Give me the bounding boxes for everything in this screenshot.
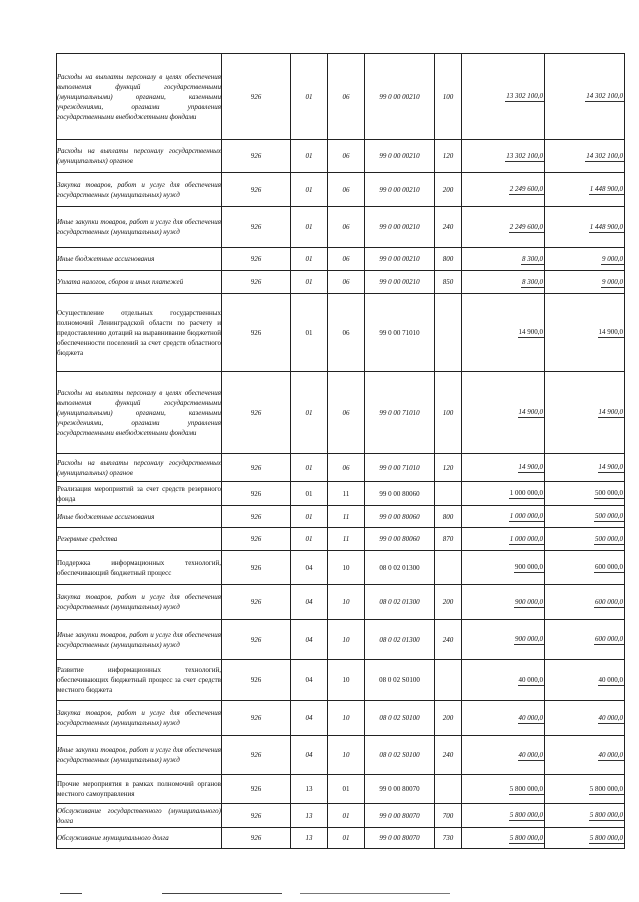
ved-code: 926 [222, 551, 291, 585]
subsection-code: 01 [328, 775, 365, 804]
amount-year-2 [545, 140, 625, 173]
amount-year-1 [462, 248, 545, 271]
amount-year-2 [545, 248, 625, 271]
section-code: 01 [291, 173, 328, 207]
amount-year-1 [462, 372, 545, 454]
table-row [57, 207, 625, 248]
amount-year-1-value: 14 900,0 [518, 463, 543, 471]
section-code: 13 [291, 828, 328, 849]
amount-year-1-value: 14 900,0 [518, 328, 543, 336]
expense-type-code: 120 [435, 140, 462, 173]
amount-year-1 [462, 660, 545, 701]
expense-type-code: 120 [435, 454, 462, 482]
expense-type-code: 800 [435, 506, 462, 528]
row-name [57, 828, 222, 849]
amount-year-2-value: 500 000,0 [595, 489, 623, 497]
row-name [57, 551, 222, 585]
amount-year-1 [462, 620, 545, 660]
section-code: 04 [291, 551, 328, 585]
table-row [57, 294, 625, 372]
table-row [57, 248, 625, 271]
row-name [57, 620, 222, 660]
row-name [57, 454, 222, 482]
amount-year-1-value: 900 000,0 [515, 597, 543, 606]
amount-year-2 [545, 372, 625, 454]
ved-code: 926 [222, 528, 291, 551]
amount-year-1-value: 40 000,0 [518, 750, 543, 759]
amount-year-2 [545, 271, 625, 294]
table-row [57, 701, 625, 736]
subsection-code: 11 [328, 506, 365, 528]
amount-year-1-value: 14 900,0 [518, 408, 543, 416]
amount-year-2 [545, 294, 625, 372]
section-code: 01 [291, 207, 328, 248]
section-code: 01 [291, 372, 328, 454]
amount-year-1-value: 1 000 000,0 [509, 489, 543, 497]
target-article-code: 08 0 02 01300 [365, 620, 435, 660]
row-name [57, 482, 222, 506]
table-row [57, 736, 625, 775]
amount-year-2-value: 40 000,0 [598, 750, 623, 759]
amount-year-1-value: 1 000 000,0 [509, 512, 543, 520]
expense-type-code: 200 [435, 173, 462, 207]
subsection-code: 10 [328, 585, 365, 620]
section-code: 01 [291, 271, 328, 294]
table-row [57, 551, 625, 585]
row-name [57, 271, 222, 294]
row-name [57, 54, 222, 140]
target-article-code: 99 0 00 00210 [365, 140, 435, 173]
row-name-text: Осуществление отдельных государственных полномочий Ленинградской области по расчету и предоставлению дотаций на выравнивание бюджетной обеспеченности поселений за счет средств областного бюджета [57, 308, 221, 357]
target-article-code: 08 0 02 S0100 [365, 736, 435, 775]
amount-year-2 [545, 775, 625, 804]
footer-rule-middle [162, 893, 282, 894]
ved-code: 926 [222, 294, 291, 372]
amount-year-2-value: 14 900,0 [598, 463, 623, 471]
expense-type-code: 240 [435, 207, 462, 248]
amount-year-1-value: 13 302 100,0 [506, 151, 543, 160]
target-article-code: 08 0 02 S0100 [365, 701, 435, 736]
amount-year-1-value: 5 800 000,0 [509, 833, 543, 842]
subsection-code: 10 [328, 660, 365, 701]
amount-year-2-value: 1 448 900,0 [589, 222, 623, 231]
amount-year-1 [462, 736, 545, 775]
subsection-code: 06 [328, 54, 365, 140]
amount-year-2 [545, 736, 625, 775]
amount-year-2 [545, 620, 625, 660]
ved-code: 926 [222, 701, 291, 736]
amount-year-2-value: 500 000,0 [595, 534, 623, 543]
row-name-text: Расходы на выплаты персоналу в целях обеспечения выполнения функций государственными (муниципальными) органами, казенными учреждениями, органами управления государственными внебюджетными фондами [57, 72, 221, 121]
amount-year-2-value: 600 000,0 [595, 635, 623, 643]
row-name-text: Прочие мероприятия в рамках полномочий органов местного самоуправления [57, 780, 221, 798]
amount-year-2 [545, 506, 625, 528]
subsection-code: 06 [328, 207, 365, 248]
table-row [57, 828, 625, 849]
amount-year-2-value: 500 000,0 [595, 512, 623, 520]
amount-year-1-value: 2 249 600,0 [509, 185, 543, 193]
table-row [57, 585, 625, 620]
row-name [57, 701, 222, 736]
row-name-text: Иные бюджетные ассигнования [57, 512, 155, 521]
ved-code: 926 [222, 660, 291, 701]
table-row [57, 506, 625, 528]
ved-code: 926 [222, 54, 291, 140]
expense-type-code [435, 294, 462, 372]
amount-year-1 [462, 454, 545, 482]
target-article-code: 99 0 00 00210 [365, 207, 435, 248]
subsection-code: 06 [328, 271, 365, 294]
expense-type-code: 100 [435, 54, 462, 140]
table-row [57, 372, 625, 454]
target-article-code: 08 0 02 01300 [365, 585, 435, 620]
amount-year-2-value: 14 900,0 [598, 408, 623, 416]
target-article-code: 99 0 00 80060 [365, 528, 435, 551]
subsection-code: 06 [328, 248, 365, 271]
expense-type-code [435, 775, 462, 804]
table-row [57, 140, 625, 173]
section-code: 04 [291, 620, 328, 660]
table-row [57, 271, 625, 294]
amount-year-2-value: 5 800 000,0 [589, 811, 623, 819]
amount-year-1 [462, 271, 545, 294]
subsection-code: 01 [328, 804, 365, 828]
amount-year-1 [462, 528, 545, 551]
amount-year-2 [545, 551, 625, 585]
amount-year-1 [462, 140, 545, 173]
subsection-code: 10 [328, 701, 365, 736]
amount-year-1-value: 40 000,0 [518, 675, 543, 684]
row-name-text: Расходы на выплаты персоналу государственных (муниципальных) органов [57, 458, 221, 477]
amount-year-2-value: 14 302 100,0 [586, 92, 623, 100]
expense-type-code: 200 [435, 585, 462, 620]
target-article-code: 99 0 00 00210 [365, 54, 435, 140]
amount-year-1-value: 8 300,0 [522, 254, 543, 263]
target-article-code: 99 0 00 00210 [365, 173, 435, 207]
section-code: 04 [291, 701, 328, 736]
subsection-code: 06 [328, 140, 365, 173]
amount-year-1-value: 900 000,0 [515, 563, 543, 571]
ved-code: 926 [222, 248, 291, 271]
ved-code: 926 [222, 828, 291, 849]
expense-type-code: 730 [435, 828, 462, 849]
section-code: 04 [291, 585, 328, 620]
expense-type-code [435, 551, 462, 585]
row-name-text: Иные бюджетные ассигнования [57, 255, 155, 263]
table-row [57, 528, 625, 551]
row-name-text: Уплата налогов, сборов и иных платежей [57, 278, 184, 286]
row-name [57, 294, 222, 372]
amount-year-2 [545, 173, 625, 207]
target-article-code: 08 0 02 01300 [365, 551, 435, 585]
expense-type-code: 240 [435, 620, 462, 660]
budget-table [56, 53, 625, 849]
ved-code: 926 [222, 207, 291, 248]
section-code: 04 [291, 660, 328, 701]
amount-year-1 [462, 551, 545, 585]
target-article-code: 99 0 00 80070 [365, 828, 435, 849]
target-article-code: 99 0 00 71010 [365, 372, 435, 454]
amount-year-2-value: 1 448 900,0 [589, 185, 623, 193]
table-row [57, 173, 625, 207]
budget-sheet [56, 53, 624, 849]
expense-type-code [435, 660, 462, 701]
amount-year-2-value: 14 900,0 [598, 328, 623, 336]
section-code: 01 [291, 528, 328, 551]
amount-year-2-value: 14 302 100,0 [586, 151, 623, 160]
amount-year-2 [545, 585, 625, 620]
amount-year-1-value: 13 302 100,0 [506, 92, 543, 100]
row-name-text: Иные закупки товаров, работ и услуг для обеспечения государственных (муниципальных) нужд [57, 630, 221, 649]
target-article-code: 99 0 00 80060 [365, 506, 435, 528]
row-name [57, 660, 222, 701]
amount-year-2-value: 600 000,0 [595, 597, 623, 606]
ved-code: 926 [222, 372, 291, 454]
section-code: 01 [291, 54, 328, 140]
ved-code: 926 [222, 482, 291, 506]
expense-type-code: 240 [435, 736, 462, 775]
row-name-text: Обслуживание государственного (муниципального) долга [57, 806, 221, 825]
subsection-code: 06 [328, 372, 365, 454]
amount-year-2 [545, 804, 625, 828]
target-article-code: 99 0 00 80070 [365, 804, 435, 828]
section-code: 01 [291, 248, 328, 271]
row-name-text: Иные закупки товаров, работ и услуг для обеспечения государственных (муниципальных) нужд [57, 218, 221, 236]
section-code: 13 [291, 775, 328, 804]
ved-code: 926 [222, 620, 291, 660]
amount-year-1 [462, 804, 545, 828]
target-article-code: 99 0 00 00210 [365, 271, 435, 294]
subsection-code: 01 [328, 828, 365, 849]
section-code: 01 [291, 140, 328, 173]
amount-year-1-value: 5 800 000,0 [509, 784, 543, 793]
ved-code: 926 [222, 506, 291, 528]
expense-type-code: 200 [435, 701, 462, 736]
row-name [57, 140, 222, 173]
amount-year-1-value: 40 000,0 [518, 713, 543, 722]
target-article-code: 99 0 00 80060 [365, 482, 435, 506]
amount-year-2 [545, 454, 625, 482]
row-name-text: Поддержка информационных технологий, обеспечивающий бюджетный процесс [57, 558, 221, 577]
section-code: 01 [291, 506, 328, 528]
row-name [57, 528, 222, 551]
row-name [57, 248, 222, 271]
ved-code: 926 [222, 454, 291, 482]
table-row [57, 804, 625, 828]
expense-type-code: 870 [435, 528, 462, 551]
row-name-text: Резервные средства [57, 535, 118, 543]
subsection-code: 11 [328, 482, 365, 506]
amount-year-1 [462, 585, 545, 620]
footer-rule-right [300, 893, 450, 894]
row-name [57, 372, 222, 454]
table-row [57, 54, 625, 140]
row-name [57, 775, 222, 804]
amount-year-2-value: 600 000,0 [595, 563, 623, 571]
amount-year-1-value: 5 800 000,0 [509, 811, 543, 819]
amount-year-1-value: 2 249 600,0 [509, 222, 543, 231]
amount-year-2-value: 5 800 000,0 [589, 833, 623, 842]
row-name-text: Иные закупки товаров, работ и услуг для обеспечения государственных (муниципальных) нужд [57, 746, 221, 764]
amount-year-2 [545, 54, 625, 140]
amount-year-2-value: 40 000,0 [598, 713, 623, 722]
amount-year-2 [545, 828, 625, 849]
amount-year-1 [462, 207, 545, 248]
amount-year-1 [462, 173, 545, 207]
amount-year-2 [545, 660, 625, 701]
expense-type-code: 800 [435, 248, 462, 271]
row-name-text: Закупка товаров, работ и услуг для обеспечения государственных (муниципальных) нужд [57, 180, 221, 199]
row-name-text: Развитие информационных технологий, обеспечивающих бюджетный процесс за счет средств местного бюджета [57, 666, 221, 694]
row-name-text: Реализация мероприятий за счет средств резервного фонда [57, 484, 221, 503]
row-name [57, 207, 222, 248]
amount-year-2-value: 40 000,0 [598, 675, 623, 684]
row-name [57, 585, 222, 620]
target-article-code: 08 0 02 S0100 [365, 660, 435, 701]
row-name [57, 804, 222, 828]
row-name-text: Закупка товаров, работ и услуг для обеспечения государственных (муниципальных) нужд [57, 709, 221, 727]
amount-year-2-value: 9 000,0 [602, 254, 623, 263]
amount-year-2-value: 5 800 000,0 [589, 784, 623, 793]
section-code: 13 [291, 804, 328, 828]
amount-year-1 [462, 828, 545, 849]
expense-type-code: 100 [435, 372, 462, 454]
subsection-code: 06 [328, 173, 365, 207]
subsection-code: 10 [328, 620, 365, 660]
table-row [57, 482, 625, 506]
amount-year-2 [545, 482, 625, 506]
row-name-text: Расходы на выплаты персоналу в целях обеспечения выполнения функций государственными (муниципальными) органами, казенными учреждениями, органами управления государственными внебюджетными фондами [57, 388, 221, 437]
table-row [57, 660, 625, 701]
row-name-text: Обслуживание муниципального долга [57, 834, 169, 842]
table-row [57, 775, 625, 804]
amount-year-1 [462, 294, 545, 372]
amount-year-1 [462, 506, 545, 528]
table-row [57, 454, 625, 482]
row-name [57, 506, 222, 528]
ved-code: 926 [222, 804, 291, 828]
budget-table-body [57, 54, 625, 849]
amount-year-1 [462, 54, 545, 140]
row-name [57, 736, 222, 775]
amount-year-1-value: 8 300,0 [522, 277, 543, 286]
ved-code: 926 [222, 775, 291, 804]
ved-code: 926 [222, 140, 291, 173]
table-row [57, 620, 625, 660]
amount-year-2 [545, 207, 625, 248]
section-code: 04 [291, 736, 328, 775]
expense-type-code: 700 [435, 804, 462, 828]
expense-type-code [435, 482, 462, 506]
subsection-code: 10 [328, 551, 365, 585]
amount-year-1 [462, 482, 545, 506]
target-article-code: 99 0 00 00210 [365, 248, 435, 271]
subsection-code: 10 [328, 736, 365, 775]
amount-year-2-value: 9 000,0 [602, 277, 623, 286]
amount-year-1-value: 900 000,0 [515, 635, 543, 643]
ved-code: 926 [222, 736, 291, 775]
amount-year-2 [545, 701, 625, 736]
amount-year-1 [462, 775, 545, 804]
amount-year-1 [462, 701, 545, 736]
expense-type-code: 850 [435, 271, 462, 294]
footer-rule-left [60, 893, 82, 894]
row-name-text: Расходы на выплаты персоналу государственных (муниципальных) органов [57, 147, 221, 165]
ved-code: 926 [222, 271, 291, 294]
subsection-code: 06 [328, 294, 365, 372]
target-article-code: 99 0 00 80070 [365, 775, 435, 804]
subsection-code: 06 [328, 454, 365, 482]
amount-year-2 [545, 528, 625, 551]
row-name-text: Закупка товаров, работ и услуг для обеспечения государственных (муниципальных) нужд [57, 593, 221, 611]
section-code: 01 [291, 482, 328, 506]
section-code: 01 [291, 294, 328, 372]
ved-code: 926 [222, 585, 291, 620]
amount-year-1-value: 1 000 000,0 [509, 534, 543, 543]
ved-code: 926 [222, 173, 291, 207]
subsection-code: 11 [328, 528, 365, 551]
target-article-code: 99 0 00 71010 [365, 294, 435, 372]
row-name [57, 173, 222, 207]
section-code: 01 [291, 454, 328, 482]
target-article-code: 99 0 00 71010 [365, 454, 435, 482]
